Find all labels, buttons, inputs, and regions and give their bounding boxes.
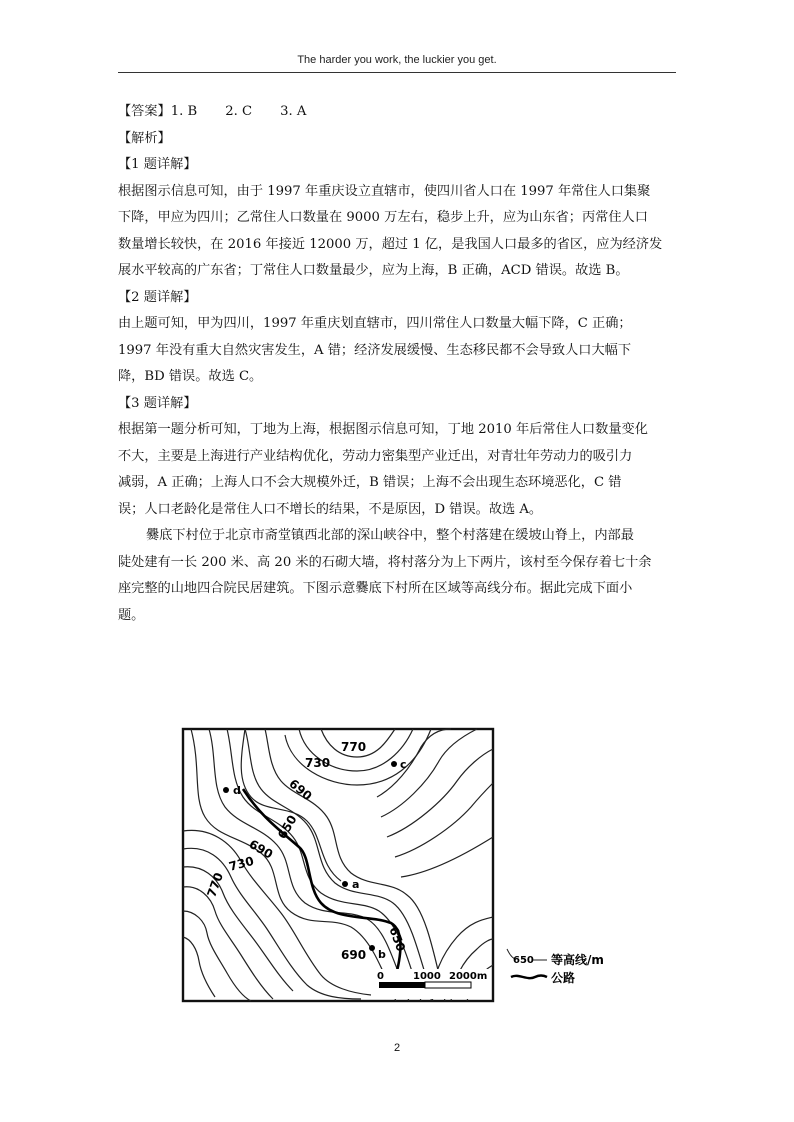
contour-label: 690 [246,836,276,862]
answer-label: 【答案】 [118,104,171,119]
point-d-label: d [233,784,241,797]
q2-heading: 【2 题详解】 [118,289,197,305]
contour-map-svg [181,727,501,1007]
q2-line: 降，BD 错误。故选 C。 [118,369,263,384]
q2-line: 由上题可知，甲为四川，1997 年重庆划直辖市，四川常住人口数量大幅下降，C 正确； [118,316,632,331]
contour-label: 730 [305,756,331,770]
point-a-label: a [352,878,360,891]
scale-1000: 1000 [413,971,441,982]
q3-line: 根据第一题分析可知，丁地为上海，根据图示信息可知，丁地 2010 年后常住人口数量变化 [118,422,648,437]
point-b-label: b [378,948,386,961]
contour-label: 650 [274,812,300,842]
contour-label: 770 [204,870,227,900]
contour-label: 770 [341,740,367,754]
point-c-label: c [400,758,407,771]
scale-0: 0 [377,971,384,982]
q1-heading: 【1 题详解】 [118,157,197,172]
intro-line: 爨底下村位于北京市斋堂镇西北部的深山峡谷中，整个村落建在缓坡山脊上，内部最 [146,528,634,543]
contour-label: 690 [341,948,367,962]
scale-bar [379,982,471,988]
q1-line: 下降，甲应为四川；乙常住人口数量在 9000 万左右，稳步上升，应为山东省；丙常住人口 [118,210,648,225]
header-divider [118,72,676,73]
legend-svg [505,945,625,995]
intro-line: 座完整的山地四合院民居建筑。下图示意爨底下村所在区域等高线分布。据此完成下面小 [118,581,633,596]
contour-label: 690 [286,776,315,804]
q3-line: 减弱，A 正确；上海人口不会大规模外迁，B 错误；上海不会出现生态环境恶化，C 错 [118,475,622,490]
answer-2: 2. C [225,104,253,119]
q1-line: 根据图示信息可知，由于 1997 年重庆设立直辖市，使四川省人口在 1997 年常住人口集聚 [118,183,651,199]
legend-contour-value: 650 [513,955,534,966]
q3-line: 误；人口老龄化是常住人口不增长的结果，不是原因，D 错误。故选 A。 [118,501,543,517]
legend-road-symbol [511,976,547,979]
page-header: The harder you work, the luckier you get. [297,54,497,66]
scale-2000: 2000m [449,971,488,982]
point-c-marker [391,761,397,767]
contour-label: 730 [227,853,256,874]
analysis-heading: 【解析】 [118,130,171,146]
contour-label: 650 [386,924,409,954]
document-body [118,99,678,629]
q3-line: 不大，主要是上海进行产业结构优化，劳动力密集型产业迁出，对青壮年劳动力的吸引力 [118,448,633,464]
intro-line: 题。 [118,607,145,623]
map-legend [505,945,625,995]
point-d-marker [223,787,229,793]
answer-line [118,99,678,126]
q2-line: 1997 年没有重大自然灾害发生，A 错；经济发展缓慢、生态移民都不会导致人口大幅下 [118,342,632,358]
q1-line: 数量增长较快，在 2016 年接近 12000 万，超过 1 亿，是我国人口最多的省区，应为经济发 [118,236,663,252]
q1-line: 展水平较高的广东省；丁常住人口数量最少，应为上海，B 正确，ACD 错误。故选 B。 [118,263,629,278]
answer-3: 3. A [280,104,307,119]
answer-1: 1. B [170,104,198,119]
intro-line: 陡处建有一长 200 米、高 20 米的石砌大墙，将村落分为上下两片，该村至今保存着七十余 [118,554,652,570]
point-b-marker [369,945,375,951]
legend-contour-text: 等高线/m [551,953,604,967]
legend-road-text: 公路 [551,971,576,985]
page-number: 2 [393,1042,401,1054]
point-a-marker [342,881,348,887]
q3-heading: 【3 题详解】 [118,395,197,411]
